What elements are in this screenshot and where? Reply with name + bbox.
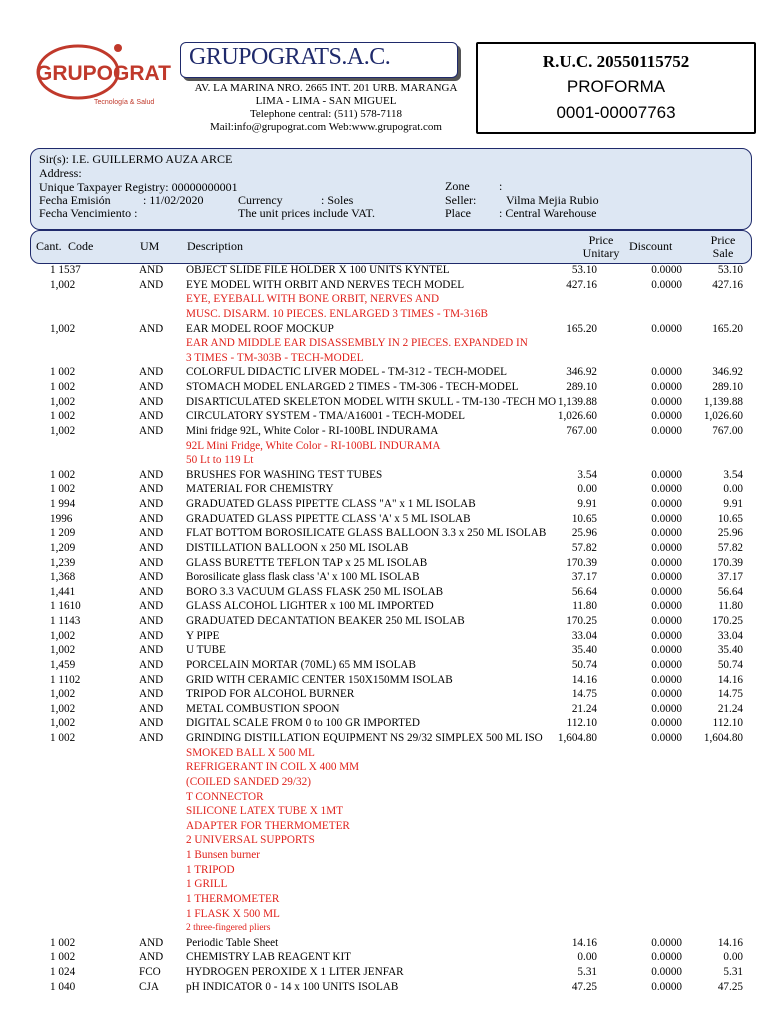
- item-price-unitary: 57.82: [571, 541, 597, 554]
- item-discount: 0.0000: [651, 498, 682, 510]
- item-price-unitary: 25.96: [571, 527, 597, 540]
- item-cant-code: 1 1143: [50, 615, 81, 627]
- item-price-unitary: 14.16: [571, 673, 597, 686]
- company-logo: [30, 42, 180, 112]
- item-price-unitary: 9.91: [577, 498, 597, 510]
- item-price-sale: 50.74: [717, 658, 743, 671]
- item-cant-code: 1 002: [50, 381, 76, 393]
- address-line: Mail:info@grupograt.com Web:www.grupograt.com: [210, 121, 442, 133]
- item-detail-line: [0, 307, 768, 322]
- table-row: [0, 585, 768, 600]
- item-price-sale: 1,604.80: [703, 732, 743, 744]
- item-um: AND: [139, 673, 164, 686]
- item-description: Y PIPE: [186, 629, 220, 642]
- item-um: CJA: [139, 980, 159, 993]
- item-price-sale: 47.25: [717, 980, 743, 993]
- item-discount: 0.0000: [651, 512, 682, 525]
- item-detail-line: [0, 892, 768, 907]
- item-description: COLORFUL DIDACTIC LIVER MODEL - TM-312 - TECH-MODEL: [186, 366, 507, 379]
- item-description: CHEMISTRY LAB REAGENT KIT: [186, 951, 352, 964]
- table-row: [0, 673, 768, 688]
- item-detail-text: 3 TIMES - TM-303B - TECH-MODEL: [186, 351, 364, 364]
- item-price-sale: 767.00: [712, 424, 743, 437]
- item-cant-code: 1 040: [50, 980, 76, 993]
- item-description: GRADUATED GLASS PIPETTE CLASS 'A' x 5 ML ISOLAB: [186, 512, 471, 525]
- item-discount: 0.0000: [651, 629, 682, 642]
- item-discount: 0.0000: [651, 702, 682, 715]
- item-price-unitary: 14.75: [571, 688, 597, 701]
- item-price-sale: 53.10: [717, 264, 743, 276]
- item-price-unitary: 56.64: [571, 585, 597, 598]
- item-discount: 0.0000: [651, 966, 682, 978]
- item-price-unitary: 53.10: [571, 264, 597, 276]
- item-description: DISARTICULATED SKELETON MODEL WITH SKULL - TM-130 -TECH MO: [186, 395, 556, 408]
- item-detail-text: 2 UNIVERSAL SUPPORTS: [186, 834, 315, 847]
- logo-text: GRUPOGRAT: [36, 62, 171, 85]
- item-detail-line: [0, 292, 768, 307]
- item-detail-line: [0, 863, 768, 878]
- currency-value: : Soles: [321, 193, 354, 207]
- item-detail-line: [0, 775, 768, 790]
- item-um: AND: [139, 688, 164, 701]
- item-price-sale: 35.40: [717, 644, 743, 657]
- item-price-unitary: 5.31: [577, 966, 597, 978]
- item-price-sale: 57.82: [717, 541, 743, 554]
- item-price-unitary: 112.10: [566, 717, 597, 730]
- address-line: Telephone central: (511) 578-7118: [249, 108, 403, 120]
- item-um: AND: [139, 936, 164, 949]
- item-price-sale: 427.16: [712, 278, 743, 291]
- item-cant-code: 1 002: [50, 410, 76, 423]
- item-detail-line: [0, 921, 768, 936]
- item-price-sale: 56.64: [717, 585, 743, 598]
- item-detail-line: [0, 439, 768, 454]
- item-description: Periodic Table Sheet: [186, 936, 279, 949]
- item-price-unitary: 289.10: [566, 381, 597, 393]
- item-um: AND: [139, 498, 164, 510]
- item-discount: 0.0000: [651, 395, 682, 408]
- item-detail-text: 1 GRILL: [186, 878, 228, 891]
- col-price-sale: [703, 234, 743, 260]
- company-name: GRUPOGRATS.A.C.: [189, 44, 391, 70]
- item-detail-line: [0, 746, 768, 761]
- item-description: DISTILLATION BALLOON x 250 ML ISOLAB: [186, 541, 409, 554]
- item-description: MATERIAL FOR CHEMISTRY: [186, 483, 334, 496]
- table-row: [0, 424, 768, 439]
- item-um: AND: [139, 527, 164, 540]
- item-price-unitary: 1,139.88: [557, 395, 597, 408]
- item-description: BRUSHES FOR WASHING TEST TUBES: [186, 468, 383, 481]
- currency-label: Currency: [238, 193, 283, 207]
- col-price-unitary: [579, 234, 623, 260]
- col-price-sale-line1: Price: [710, 233, 736, 247]
- item-price-sale: 14.16: [717, 673, 743, 686]
- item-price-unitary: 50.74: [571, 658, 597, 671]
- document-number: 0001-00007763: [556, 103, 676, 122]
- item-price-sale: 170.25: [712, 615, 743, 627]
- ruc-box: [476, 42, 756, 134]
- table-row: [0, 687, 768, 702]
- item-price-sale: 0.00: [723, 951, 743, 964]
- item-um: AND: [139, 951, 164, 964]
- item-um: AND: [139, 585, 164, 598]
- item-cant-code: 1,002: [50, 717, 76, 730]
- item-price-sale: 33.04: [717, 629, 743, 642]
- table-row: [0, 965, 768, 980]
- item-um: AND: [139, 395, 164, 408]
- item-price-unitary: 35.40: [571, 644, 597, 657]
- item-detail-line: [0, 848, 768, 863]
- item-cant-code: 1,002: [50, 395, 76, 408]
- item-price-sale: 346.92: [712, 366, 743, 379]
- item-price-unitary: 14.16: [571, 936, 597, 949]
- item-cant-code: 1,239: [50, 556, 76, 569]
- table-row: [0, 482, 768, 497]
- item-detail-text: T CONNECTOR: [186, 790, 264, 803]
- table-row: [0, 570, 768, 585]
- item-price-sale: 11.80: [718, 600, 743, 613]
- item-price-sale: 1,139.88: [703, 395, 743, 408]
- item-price-sale: 112.10: [712, 717, 743, 730]
- item-price-unitary: 21.24: [571, 702, 597, 715]
- item-price-unitary: 170.25: [566, 615, 597, 627]
- item-detail-line: [0, 453, 768, 468]
- item-detail-text: EYE, EYEBALL WITH BONE ORBIT, NERVES AND: [186, 293, 440, 306]
- item-um: AND: [139, 424, 164, 437]
- item-cant-code: 1 002: [50, 951, 76, 964]
- item-discount: 0.0000: [651, 732, 682, 744]
- item-detail-line: [0, 760, 768, 775]
- item-detail-text: 1 Bunsen burner: [186, 849, 260, 861]
- item-price-sale: 37.17: [717, 571, 743, 584]
- document-type: PROFORMA: [566, 77, 666, 96]
- item-price-unitary: 47.25: [571, 980, 597, 993]
- item-price-sale: 9.91: [723, 498, 743, 510]
- table-row: [0, 497, 768, 512]
- item-price-sale: 3.54: [723, 468, 743, 481]
- item-cant-code: 1 1610: [50, 600, 81, 613]
- item-um: AND: [139, 702, 164, 715]
- table-row: [0, 526, 768, 541]
- item-detail-text: 1 TRIPOD: [186, 863, 235, 876]
- item-cant-code: 1,368: [50, 571, 76, 584]
- item-um: AND: [139, 410, 164, 423]
- item-um: AND: [139, 732, 164, 744]
- item-description: EAR MODEL ROOF MOCKUP: [186, 322, 334, 335]
- item-um: AND: [139, 322, 164, 335]
- item-detail-text: REFRIGERANT IN COIL X 400 MM: [186, 761, 360, 774]
- table-row: [0, 980, 768, 995]
- item-cant-code: 1 002: [50, 936, 76, 949]
- item-price-unitary: 0.00: [577, 483, 597, 496]
- item-um: AND: [139, 381, 164, 393]
- item-price-unitary: 767.00: [566, 424, 597, 437]
- item-description: CIRCULATORY SYSTEM - TMA/A16001 - TECH-MODEL: [186, 410, 465, 423]
- item-discount: 0.0000: [651, 556, 682, 569]
- item-price-unitary: 37.17: [571, 571, 597, 584]
- items-list: [0, 263, 768, 994]
- item-detail-text: MUSC. DISARM. 10 PIECES. ENLARGED 3 TIMES - TM-316B: [186, 307, 488, 320]
- table-row: [0, 731, 768, 746]
- item-cant-code: 1 024: [50, 966, 76, 978]
- item-detail-text: 92L Mini Fridge, White Color - RI-100BL INDURAMA: [186, 439, 441, 452]
- item-detail-text: 2 three-fingered pliers: [186, 923, 271, 934]
- item-discount: 0.0000: [651, 541, 682, 554]
- item-discount: 0.0000: [651, 615, 682, 627]
- item-cant-code: 1,002: [50, 322, 76, 335]
- item-discount: 0.0000: [651, 278, 682, 291]
- zone-value: :: [499, 179, 503, 193]
- item-description: Mini fridge 92L, White Color - RI-100BL INDURAMA: [186, 424, 439, 437]
- ruc-number: R.U.C. 20550115752: [542, 52, 690, 71]
- item-price-sale: 5.31: [723, 966, 743, 978]
- item-um: AND: [139, 629, 164, 642]
- company-address: [180, 82, 472, 134]
- item-detail-line: [0, 351, 768, 366]
- item-detail-text: (COILED SANDED 29/32): [186, 775, 311, 788]
- item-discount: 0.0000: [651, 424, 682, 437]
- item-price-unitary: 3.54: [577, 468, 597, 481]
- table-row: [0, 365, 768, 380]
- place-label: Place: [445, 206, 471, 220]
- item-um: AND: [139, 468, 164, 481]
- item-cant-code: 1996: [50, 512, 73, 525]
- item-description: TRIPOD FOR ALCOHOL BURNER: [186, 688, 355, 701]
- table-row: [0, 936, 768, 951]
- item-cant-code: 1 1537: [50, 264, 81, 276]
- col-cant: Cant.: [36, 239, 62, 253]
- item-discount: 0.0000: [651, 264, 682, 276]
- item-description: HYDROGEN PEROXIDE X 1 LITER JENFAR: [186, 966, 404, 978]
- item-price-unitary: 427.16: [566, 278, 597, 291]
- vat-note: The unit prices include VAT.: [238, 206, 375, 220]
- item-description: OBJECT SLIDE FILE HOLDER X 100 UNITS KYNTEL: [186, 264, 450, 276]
- item-price-unitary: 170.39: [566, 556, 597, 569]
- item-detail-line: [0, 819, 768, 834]
- item-description: DIGITAL SCALE FROM 0 to 100 GR IMPORTED: [186, 717, 420, 730]
- item-cant-code: 1,209: [50, 541, 76, 554]
- item-um: AND: [139, 366, 164, 379]
- item-discount: 0.0000: [651, 980, 682, 993]
- item-price-unitary: 165.20: [566, 322, 597, 335]
- item-discount: 0.0000: [651, 410, 682, 423]
- client-sirs: Sir(s): I.E. GUILLERMO AUZA ARCE: [39, 152, 233, 166]
- table-row: [0, 409, 768, 424]
- item-price-sale: 14.16: [717, 936, 743, 949]
- address-line: LIMA - LIMA - SAN MIGUEL: [255, 95, 397, 107]
- item-um: AND: [139, 512, 164, 525]
- client-tax-registry: Unique Taxpayer Registry: 00000000001: [39, 180, 238, 194]
- table-row: [0, 702, 768, 717]
- col-description: Description: [187, 239, 243, 253]
- items-table-header: [30, 230, 752, 264]
- item-price-unitary: 346.92: [566, 366, 597, 379]
- col-price-unitary-line1: Price: [588, 233, 614, 247]
- table-row: [0, 716, 768, 731]
- item-discount: 0.0000: [651, 717, 682, 730]
- item-price-sale: 170.39: [712, 556, 743, 569]
- item-description: U TUBE: [186, 644, 226, 657]
- item-um: AND: [139, 556, 164, 569]
- item-detail-text: ADAPTER FOR THERMOMETER: [186, 819, 350, 832]
- table-row: [0, 322, 768, 337]
- item-cant-code: 1,002: [50, 688, 76, 701]
- item-cant-code: 1 002: [50, 483, 76, 496]
- table-row: [0, 263, 768, 278]
- item-discount: 0.0000: [651, 936, 682, 949]
- company-name-box: [180, 42, 458, 78]
- table-row: [0, 950, 768, 965]
- item-description: GRID WITH CERAMIC CENTER 150X150MM ISOLAB: [186, 673, 453, 686]
- item-detail-line: [0, 877, 768, 892]
- table-row: [0, 468, 768, 483]
- place-value: : Central Warehouse: [499, 206, 597, 220]
- item-detail-text: 50 Lt to 119 Lt: [186, 454, 254, 467]
- item-description: Borosilicate glass flask class 'A' x 100 ML ISOLAB: [186, 571, 420, 584]
- item-cant-code: 1 002: [50, 732, 76, 744]
- table-row: [0, 614, 768, 629]
- item-cant-code: 1,441: [50, 585, 76, 598]
- item-discount: 0.0000: [651, 951, 682, 964]
- logo-tagline: Tecnología & Salud: [94, 99, 155, 106]
- item-discount: 0.0000: [651, 673, 682, 686]
- item-description: GRINDING DISTILLATION EQUIPMENT NS 29/32 SIMPLEX 500 ML ISO: [186, 732, 543, 744]
- table-row: [0, 643, 768, 658]
- item-price-unitary: 1,604.80: [557, 732, 597, 744]
- table-row: [0, 541, 768, 556]
- item-cant-code: 1 002: [50, 468, 76, 481]
- item-description: BORO 3.3 VACUUM GLASS FLASK 250 ML ISOLAB: [186, 585, 444, 598]
- item-discount: 0.0000: [651, 644, 682, 657]
- item-discount: 0.0000: [651, 468, 682, 481]
- fecha-vencimiento-label: Fecha Vencimiento :: [39, 206, 138, 220]
- item-discount: 0.0000: [651, 688, 682, 701]
- fecha-emision-label: Fecha Emisión: [39, 193, 111, 207]
- item-price-unitary: 1,026.60: [557, 410, 597, 423]
- item-detail-text: EAR AND MIDDLE EAR DISASSEMBLY IN 2 PIECES. EXPANDED IN: [186, 337, 528, 350]
- item-price-unitary: 33.04: [571, 629, 597, 642]
- item-discount: 0.0000: [651, 585, 682, 598]
- item-um: AND: [139, 658, 164, 671]
- item-cant-code: 1,002: [50, 702, 76, 715]
- item-price-sale: 0.00: [723, 483, 743, 496]
- item-cant-code: 1 1102: [50, 673, 81, 686]
- item-detail-text: SILICONE LATEX TUBE X 1MT: [186, 805, 344, 818]
- client-address: Address:: [39, 166, 82, 180]
- item-detail-text: SMOKED BALL X 500 ML: [186, 746, 315, 759]
- table-row: [0, 380, 768, 395]
- item-cant-code: 1,002: [50, 629, 76, 642]
- table-row: [0, 395, 768, 410]
- item-description: GLASS ALCOHOL LIGHTER x 100 ML IMPORTED: [186, 600, 434, 613]
- item-description: GRADUATED GLASS PIPETTE CLASS "A" x 1 ML ISOLAB: [186, 498, 476, 510]
- col-code: Code: [68, 239, 94, 253]
- item-detail-line: [0, 790, 768, 805]
- item-discount: 0.0000: [651, 322, 682, 335]
- item-detail-text: 1 THERMOMETER: [186, 892, 280, 905]
- item-um: AND: [139, 571, 164, 584]
- table-row: [0, 278, 768, 293]
- item-description: pH INDICATOR 0 - 14 x 100 UNITS ISOLAB: [186, 980, 399, 993]
- item-discount: 0.0000: [651, 527, 682, 540]
- item-cant-code: 1 209: [50, 527, 76, 540]
- col-price-sale-line2: Sale: [712, 246, 734, 260]
- item-detail-text: 1 FLASK X 500 ML: [186, 907, 280, 920]
- item-um: AND: [139, 541, 164, 554]
- col-discount: Discount: [629, 239, 673, 253]
- zone-label: Zone: [445, 179, 470, 193]
- item-um: AND: [139, 717, 164, 730]
- item-um: AND: [139, 264, 164, 276]
- item-price-sale: 10.65: [717, 512, 743, 525]
- table-row: [0, 658, 768, 673]
- item-cant-code: 1 994: [50, 498, 76, 510]
- item-um: AND: [139, 600, 164, 613]
- item-um: AND: [139, 483, 164, 496]
- item-discount: 0.0000: [651, 381, 682, 393]
- item-um: FCO: [139, 966, 161, 978]
- item-um: AND: [139, 644, 164, 657]
- item-cant-code: 1,459: [50, 658, 76, 671]
- item-description: EYE MODEL WITH ORBIT AND NERVES TECH MODEL: [186, 278, 465, 291]
- item-price-sale: 25.96: [717, 527, 743, 540]
- item-detail-line: [0, 336, 768, 351]
- item-price-sale: 21.24: [717, 702, 743, 715]
- item-detail-line: [0, 804, 768, 819]
- item-discount: 0.0000: [651, 366, 682, 379]
- item-detail-line: [0, 907, 768, 922]
- item-discount: 0.0000: [651, 571, 682, 584]
- item-price-sale: 165.20: [712, 322, 743, 335]
- item-um: AND: [139, 615, 164, 627]
- address-line: AV. LA MARINA NRO. 2665 INT. 201 URB. MARANGA: [194, 82, 458, 94]
- item-detail-line: [0, 833, 768, 848]
- item-price-sale: 14.75: [717, 688, 743, 701]
- item-description: PORCELAIN MORTAR (70ML) 65 MM ISOLAB: [186, 658, 416, 671]
- item-description: STOMACH MODEL ENLARGED 2 TIMES - TM-306 - TECH-MODEL: [186, 381, 519, 393]
- item-price-sale: 1,026.60: [703, 410, 743, 423]
- client-info-box: [30, 148, 752, 230]
- item-price-unitary: 10.65: [571, 512, 597, 525]
- item-discount: 0.0000: [651, 600, 682, 613]
- item-cant-code: 1,002: [50, 424, 76, 437]
- item-cant-code: 1,002: [50, 644, 76, 657]
- item-description: GRADUATED DECANTATION BEAKER 250 ML ISOLAB: [186, 615, 465, 627]
- item-discount: 0.0000: [651, 658, 682, 671]
- item-discount: 0.0000: [651, 483, 682, 496]
- logo-graphic: [30, 42, 180, 112]
- item-description: FLAT BOTTOM BOROSILICATE GLASS BALLOON 3.3 x 250 ML ISOLAB: [186, 527, 547, 540]
- table-row: [0, 512, 768, 527]
- item-price-sale: 289.10: [712, 381, 743, 393]
- item-description: METAL COMBUSTION SPOON: [186, 702, 340, 715]
- item-price-unitary: 0.00: [577, 951, 597, 964]
- item-cant-code: 1,002: [50, 278, 76, 291]
- table-row: [0, 599, 768, 614]
- seller-value: Vilma Mejia Rubio: [506, 193, 599, 207]
- seller-label: Seller:: [445, 193, 477, 207]
- col-um: UM: [140, 239, 160, 253]
- item-price-unitary: 11.80: [572, 600, 597, 613]
- table-row: [0, 629, 768, 644]
- item-um: AND: [139, 278, 164, 291]
- item-description: GLASS BURETTE TEFLON TAP x 25 ML ISOLAB: [186, 556, 428, 569]
- item-cant-code: 1 002: [50, 366, 76, 379]
- table-row: [0, 556, 768, 571]
- col-price-unitary-line2: Unitary: [582, 246, 620, 260]
- fecha-emision-value: : 11/02/2020: [143, 193, 204, 207]
